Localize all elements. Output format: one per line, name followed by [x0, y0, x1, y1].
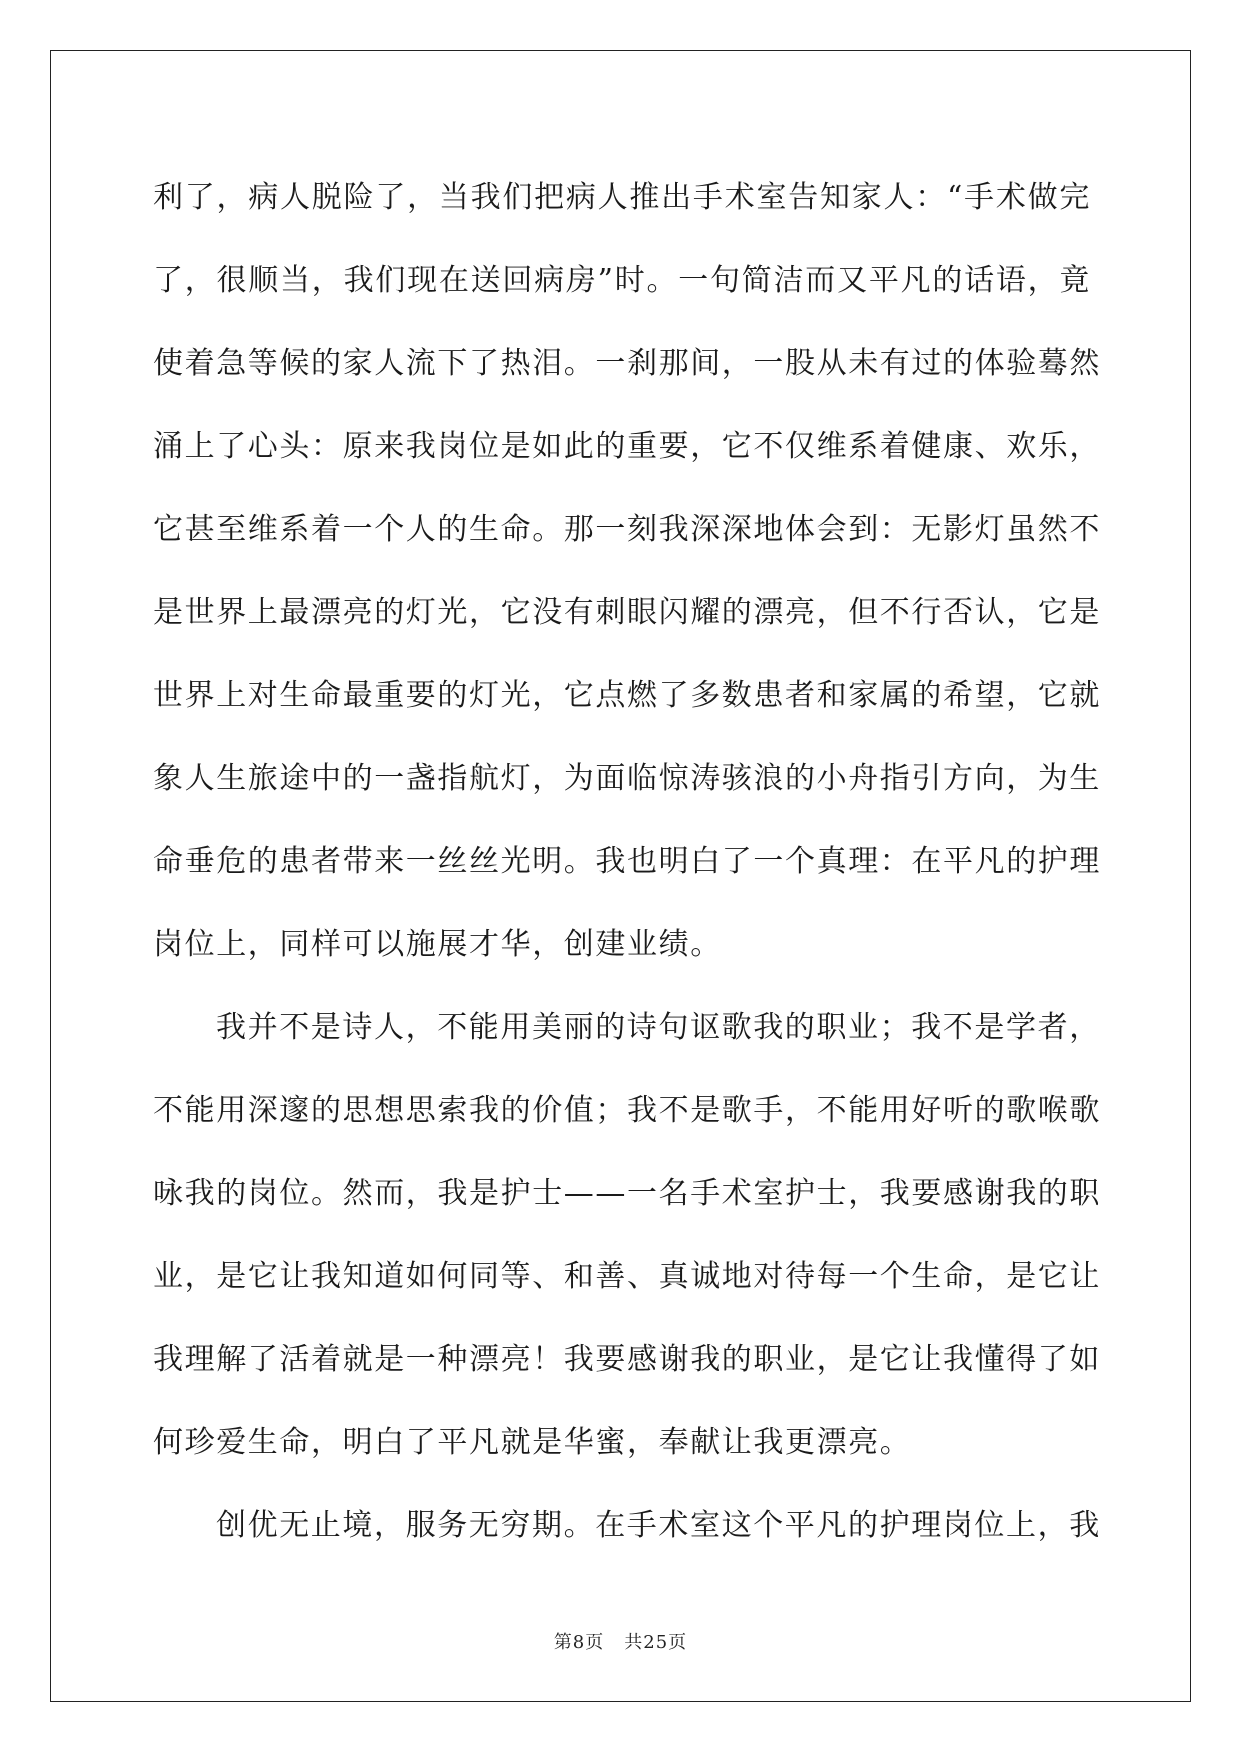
page-footer [0, 1628, 1241, 1654]
body-line: 何珍爱生命，明白了平凡就是华蜜，奉献让我更漂亮。 [153, 1425, 912, 1460]
body-line: 是世界上最漂亮的灯光，它没有刺眼闪耀的漂亮，但不行否认，它是 [153, 595, 1101, 630]
body-line: 业，是它让我知道如何同等、和善、真诚地对待每一个生命，是它让 [153, 1259, 1101, 1294]
body-line: 使着急等候的家人流下了热泪。一刹那间，一股从未有过的体验蓦然 [153, 346, 1101, 381]
document-body [153, 156, 1101, 1567]
body-line: 利了，病人脱险了，当我们把病人推出手术室告知家人：“手术做完 [153, 180, 1091, 215]
page-total: 共25页 [624, 1632, 688, 1653]
body-line: 我理解了活着就是一种漂亮！我要感谢我的职业，是它让我懂得了如 [153, 1342, 1101, 1377]
body-line: 不能用深邃的思想思索我的价值；我不是歌手，不能用好听的歌喉歌 [153, 1093, 1101, 1128]
body-line: 象人生旅途中的一盏指航灯，为面临惊涛骇浪的小舟指引方向，为生 [153, 761, 1101, 796]
body-line: 命垂危的患者带来一丝丝光明。我也明白了一个真理：在平凡的护理 [153, 844, 1101, 879]
body-line: 岗位上，同样可以施展才华，创建业绩。 [153, 927, 722, 962]
body-line: 咏我的岗位。然而，我是护士——一名手术室护士，我要感谢我的职 [153, 1176, 1101, 1211]
body-line: 我并不是诗人，不能用美丽的诗句讴歌我的职业；我不是学者， [216, 1010, 1101, 1045]
body-line: 创优无止境，服务无穷期。在手术室这个平凡的护理岗位上，我 [216, 1508, 1101, 1543]
body-line: 了，很顺当，我们现在送回病房”时。一句简洁而又平凡的话语，竟 [153, 263, 1091, 298]
body-line: 涌上了心头：原来我岗位是如此的重要，它不仅维系着健康、欢乐， [153, 429, 1101, 464]
body-line: 世界上对生命最重要的灯光，它点燃了多数患者和家属的希望，它就 [153, 678, 1101, 713]
page-number: 第8页 [553, 1632, 605, 1653]
body-line: 它甚至维系着一个人的生命。那一刻我深深地体会到：无影灯虽然不 [153, 512, 1101, 547]
